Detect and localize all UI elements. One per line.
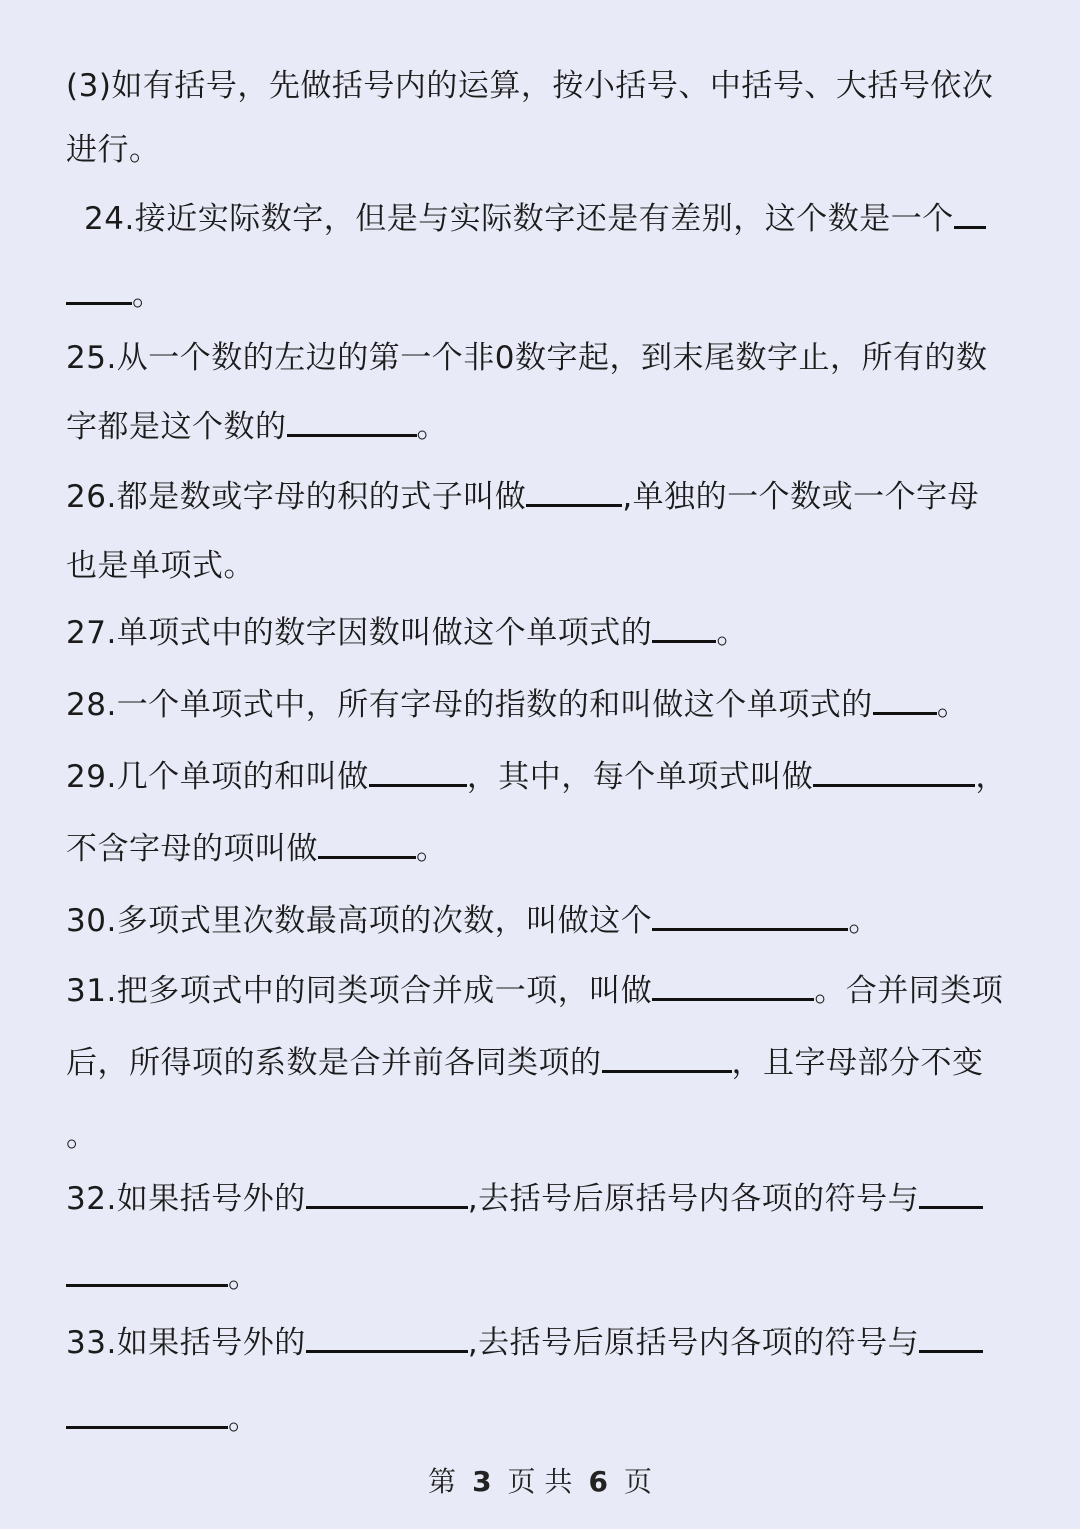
question-33-line-1 <box>66 1320 983 1363</box>
text-segment: ,去括号后原括号内各项的符号与 <box>467 1181 920 1217</box>
answer-blank[interactable] <box>287 404 417 437</box>
answer-blank[interactable] <box>369 754 467 787</box>
text-segment: 。合并同类项 <box>814 973 1004 1009</box>
text-segment: 27.单项式中的数字因数叫做这个单项式的 <box>66 615 653 651</box>
answer-blank[interactable] <box>919 1320 983 1353</box>
answer-blank[interactable] <box>66 1396 228 1429</box>
text-segment: 24.接近实际数字，但是与实际数字还是有差别，这个数是一个 <box>84 201 954 237</box>
footer-middle: 页 共 <box>507 1465 573 1498</box>
text-segment: 。 <box>936 687 969 723</box>
question-30 <box>66 898 880 941</box>
text-segment: 25.从一个数的左边的第一个非0数字起，到末尾数字止，所有的数 <box>66 340 988 376</box>
text-segment: 不含字母的项叫做 <box>66 831 318 867</box>
footer-prefix: 第 <box>428 1465 457 1498</box>
question-32-line-1 <box>66 1176 983 1219</box>
answer-blank[interactable] <box>526 474 622 507</box>
question-28 <box>66 682 968 725</box>
question-26-line-2 <box>66 546 255 586</box>
text-segment: ,去括号后原括号内各项的符号与 <box>467 1325 920 1361</box>
text-segment: 32.如果括号外的 <box>66 1181 306 1217</box>
answer-blank[interactable] <box>652 898 848 931</box>
text-segment: 30.多项式里次数最高项的次数，叫做这个 <box>66 903 653 939</box>
answer-blank[interactable] <box>954 196 986 229</box>
answer-blank[interactable] <box>318 826 416 859</box>
question-31-line-2 <box>66 1040 984 1083</box>
question-32-line-2 <box>66 1254 260 1297</box>
text-segment: (3)如有括号，先做括号内的运算，按小括号、中括号、大括号依次 <box>66 68 994 104</box>
question-33-line-2 <box>66 1396 260 1439</box>
answer-blank[interactable] <box>652 610 716 643</box>
text-segment: 31.把多项式中的同类项合并成一项，叫做 <box>66 973 653 1009</box>
answer-blank[interactable] <box>602 1040 732 1073</box>
answer-blank[interactable] <box>873 682 937 715</box>
text-segment: 33.如果括号外的 <box>66 1325 306 1361</box>
text-segment: ，其中，每个单项式叫做 <box>466 759 814 795</box>
text-segment: 字都是这个数的 <box>66 409 287 445</box>
question-24-line-2 <box>66 272 164 315</box>
rule-3-line-1 <box>66 66 993 106</box>
text-segment: ， <box>975 759 1007 795</box>
answer-blank[interactable] <box>652 968 814 1001</box>
question-25-line-1 <box>66 338 988 378</box>
text-segment: 。 <box>416 409 448 445</box>
question-26-line-1 <box>66 474 979 517</box>
total-pages-number: 6 <box>588 1465 608 1498</box>
text-segment: 28.一个单项式中，所有字母的指数的和叫做这个单项式的 <box>66 687 873 723</box>
text-segment: 29.几个单项的和叫做 <box>66 759 369 795</box>
answer-blank[interactable] <box>66 1254 228 1287</box>
text-segment: ,单独的一个数或一个字母 <box>622 479 980 515</box>
text-segment: 。 <box>716 615 748 651</box>
question-27 <box>66 610 748 653</box>
answer-blank[interactable] <box>306 1320 468 1353</box>
page-footer <box>0 1464 1080 1500</box>
question-25-line-2 <box>66 404 448 447</box>
question-24-line-1 <box>84 196 986 239</box>
question-29-line-1 <box>66 754 1007 797</box>
current-page-number: 3 <box>472 1465 492 1498</box>
text-segment: 。 <box>228 1401 260 1437</box>
text-segment: ，且字母部分不变 <box>731 1045 984 1081</box>
text-segment: 后，所得项的系数是合并前各同类项的 <box>66 1045 602 1081</box>
answer-blank[interactable] <box>306 1176 468 1209</box>
text-segment: 。 <box>228 1259 260 1295</box>
text-segment: 也是单项式。 <box>66 548 255 584</box>
text-segment: 26.都是数或字母的积的式子叫做 <box>66 479 527 515</box>
answer-blank[interactable] <box>919 1176 983 1209</box>
rule-3-line-2 <box>66 130 161 170</box>
question-31-line-1 <box>66 968 1003 1011</box>
footer-suffix: 页 <box>623 1465 652 1498</box>
question-29-line-2 <box>66 826 448 869</box>
answer-blank[interactable] <box>813 754 975 787</box>
text-segment: 。 <box>848 903 880 939</box>
text-segment: 。 <box>66 1118 98 1154</box>
answer-blank[interactable] <box>66 272 132 305</box>
text-segment: 。 <box>132 277 164 313</box>
text-segment: 。 <box>416 831 448 867</box>
question-31-line-3 <box>66 1116 98 1156</box>
text-segment: 进行。 <box>66 132 161 168</box>
